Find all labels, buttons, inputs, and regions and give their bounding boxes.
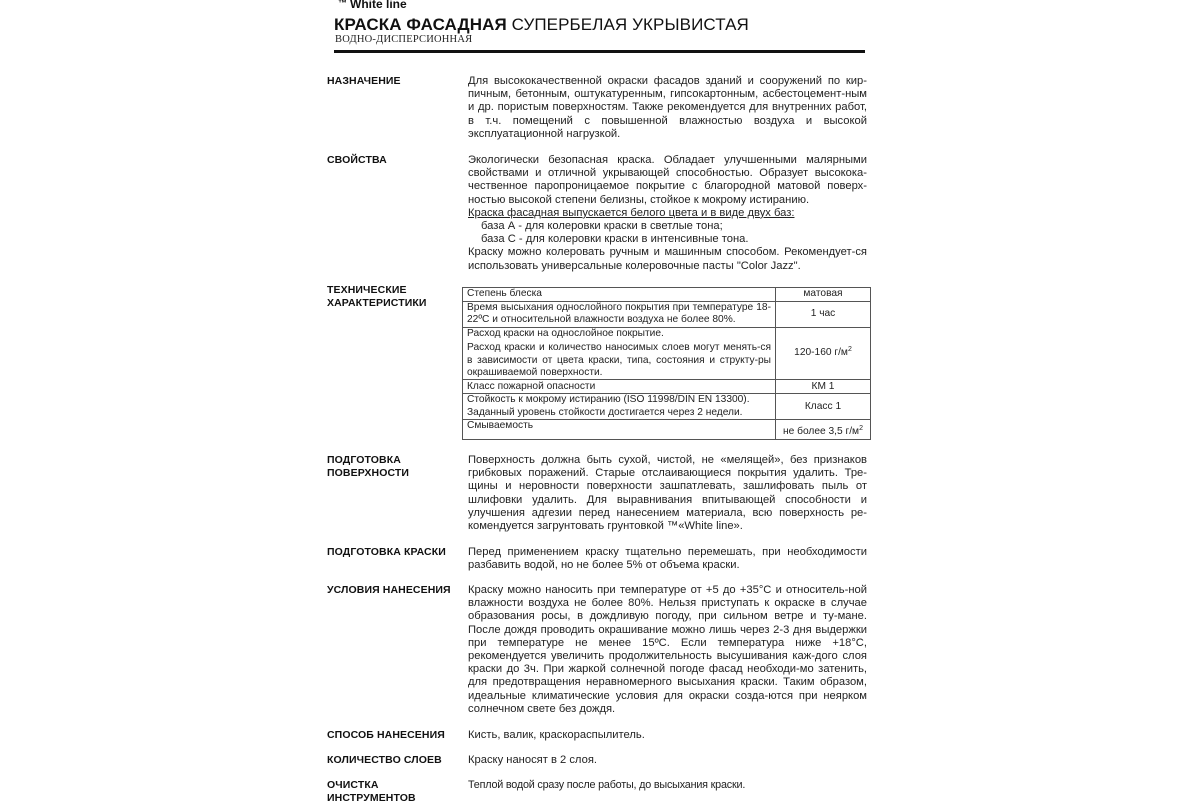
properties-description: Экологически безопасная краска. Обладает улучшенными малярными свойствами и отличной укрывающей способностью. Образует высокока-чественное паропроницаемое покрытие с благородной матовой поверх-ностью высокой степени белизны, стойкое к мокрому истиранию. (468, 154, 867, 206)
spec-param: Класс пожарной опасности (463, 380, 776, 394)
tinting-note: Краску можно колеровать ручным и машинным способом. Рекомендует-ся использовать универсальные колеровочные пасты "Color Jazz". (468, 246, 867, 272)
bases-heading: Краска фасадная выпускается белого цвета и в виде двух баз: (468, 206, 795, 219)
spec-param: Стойкость к мокрому истиранию (ISO 11998/DIN EN 13300). Заданный уровень стойкости достигается через 2 недели. (463, 394, 776, 420)
table-row (463, 420, 871, 440)
section-label: НАЗНАЧЕНИЕ (327, 75, 401, 87)
section-text: Теплой водой сразу после работы, до высыхания краски. (468, 779, 746, 791)
spec-param: Смываемость (463, 420, 776, 440)
brand-mark (338, 0, 407, 11)
base-c: база С - для колеровки краски в интенсивные тона. (481, 233, 749, 246)
spec-value: 120-160 $г/м^2$ (776, 327, 871, 380)
section-label: ТЕХНИЧЕСКИЕ ХАРАКТЕРИСТИКИ (327, 284, 427, 309)
trademark-symbol: ™ (338, 0, 347, 8)
section-text: Для высококачественной окраски фасадов зданий и сооружений по кир-пичным, бетонным, оштукатуренным, гипсокартонным, асбестоцемент-ным и др. пористым поверхностям. Также рекомендуется для внутренних работ, в т.ч. помещений с повышенной влажностью воздуха и высокой эксплуатационной нагрузкой. (468, 75, 867, 140)
section-label: СВОЙСТВА (327, 154, 387, 166)
section-text: Краску наносят в 2 слоя. (468, 754, 597, 766)
section-label: УСЛОВИЯ НАНЕСЕНИЯ (327, 584, 451, 596)
section-label: ПОДГОТОВКА КРАСКИ (327, 546, 446, 558)
spec-param: Степень блеска (463, 288, 776, 302)
spec-value: матовая (776, 288, 871, 302)
section-text: Кисть, валик, краскораспылитель. (468, 729, 645, 741)
header-divider (334, 50, 865, 53)
section-label: СПОСОБ НАНЕСЕНИЯ (327, 729, 445, 741)
section-text (468, 154, 867, 273)
spec-value: Класс 1 (776, 394, 871, 420)
specs-table (462, 287, 871, 440)
brand-name: White line (350, 0, 407, 11)
base-a: база А - для колеровки краски в светлые тона; (481, 220, 723, 233)
section-label: ОЧИСТКА ИНСТРУМЕНТОВ (327, 779, 416, 804)
title-bold: КРАСКА ФАСАДНАЯ (334, 15, 507, 34)
spec-value: не более 3,5 $г/м^2$ (776, 420, 871, 440)
page-title (334, 15, 749, 35)
spec-param: Время высыхания однослойного покрытия при температуре 18-22ºС и относительной влажности воздуха не более 80%. (463, 302, 776, 328)
spec-value: 1 час (776, 302, 871, 328)
table-row (463, 288, 871, 302)
table-row (463, 302, 871, 328)
table-row (463, 380, 871, 394)
section-text: Краску можно наносить при температуре от +5 до +35°С и относитель-ной влажности воздуха не более 80%. Нельзя приступать к окраске в случае образования росы, в дождливую погоду, при сильном ветре и ту-мане. После дождя проводить окрашивание можно лишь через 2-3 дня выдержки при температуре не менее 15ºС. Если температура ниже +18°С, рекомендуется увеличить продолжительность высушивания каж-дого слоя краски до 3ч. При жаркой солнечной погоде фасад необходи-мо затенить, для предотвращения неравномерного высыхания краски. Таким образом, идеальные климатические условия для окраски созда-ются при неярком солнечном свете без дождя. (468, 584, 867, 715)
section-text: Поверхность должна быть сухой, чистой, не «мелящей», без признаков грибковых поражений. Старые отслаивающиеся покрытия удалить. Тре-щины и неровности поверхности зашпатлевать, зашлифовать пыль от шлифовки удалить. Для выравнивания впитывающей способности и улучшения адгезии перед нанесением материала, всю поверхность ре-комендуется загрунтовать грунтовкой ™«White line». (468, 454, 867, 533)
table-row (463, 327, 871, 380)
section-label: КОЛИЧЕСТВО СЛОЕВ (327, 754, 442, 766)
section-text: Перед применением краску тщательно перемешать, при необходимости разбавить водой, но не более 5% от объема краски. (468, 546, 867, 572)
title-rest: СУПЕРБЕЛАЯ УКРЫВИСТАЯ (506, 15, 749, 34)
table-row (463, 394, 871, 420)
spec-value: КМ 1 (776, 380, 871, 394)
section-label: ПОДГОТОВКА ПОВЕРХНОСТИ (327, 454, 410, 479)
spec-param: Расход краски на однослойное покрытие. Расход краски и количество наносимых слоев могут менять-ся в зависимости от цвета краски, типа, состояния и структу-ры окрашиваемой поверхности. (463, 327, 776, 380)
page-subtitle: ВОДНО-ДИСПЕРСИОННАЯ (335, 34, 473, 45)
